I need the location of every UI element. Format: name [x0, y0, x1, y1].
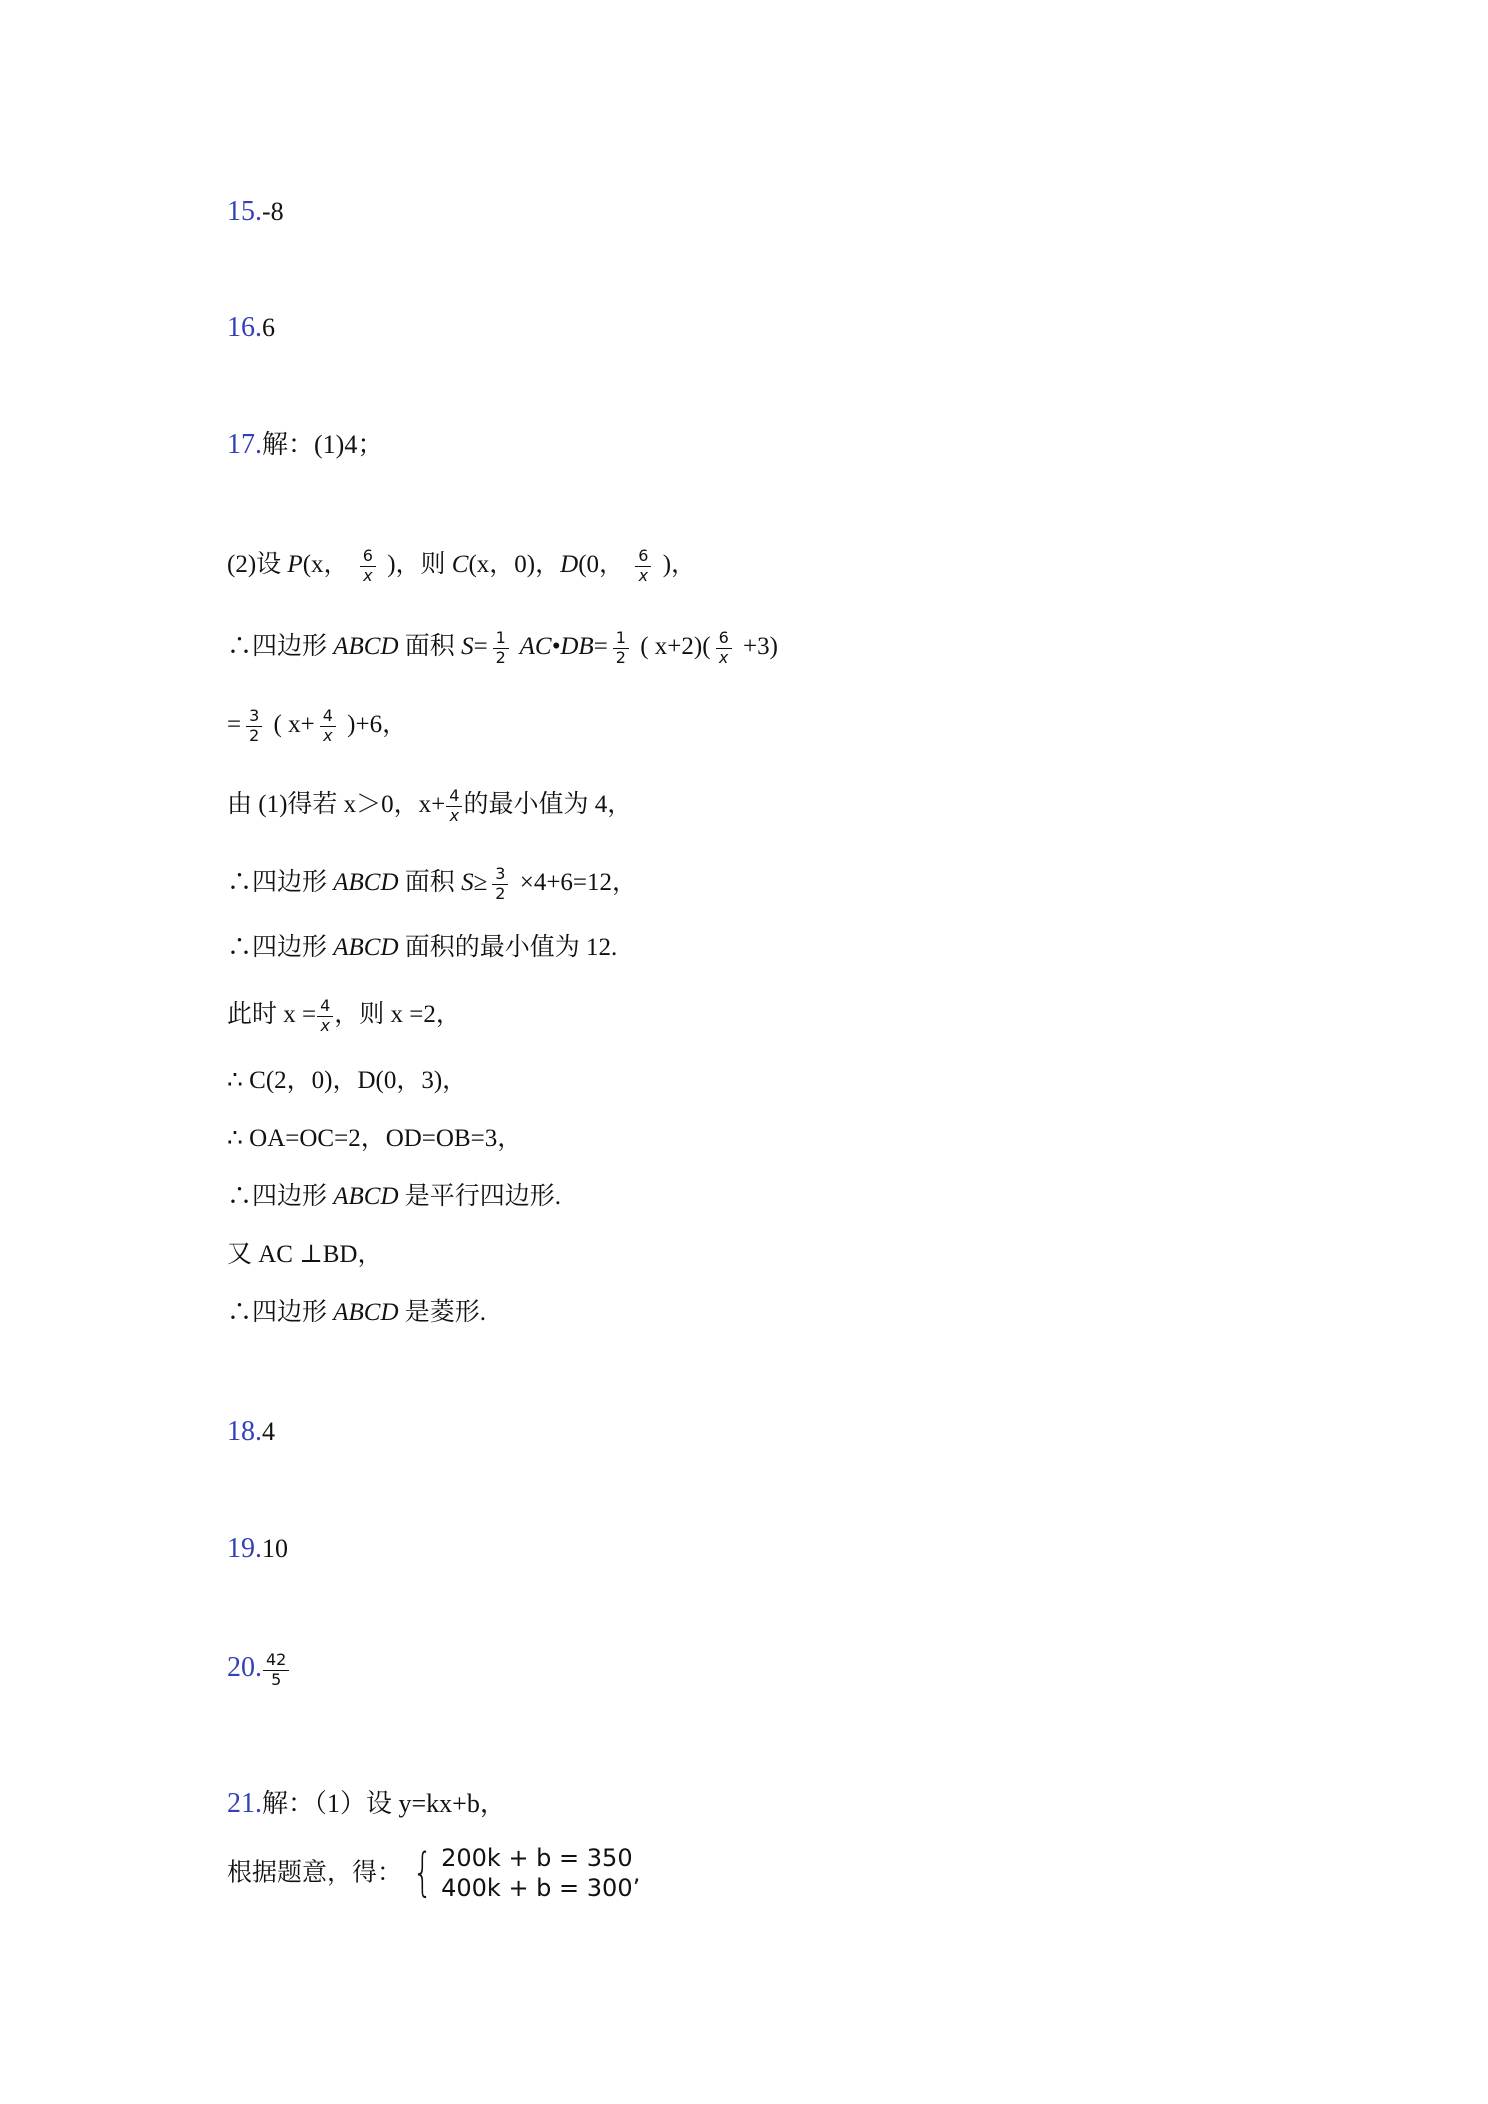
text: ，则 x =2， [334, 1001, 461, 1029]
numerator: 3 [492, 866, 508, 885]
numerator: 1 [613, 630, 629, 649]
solution-line [227, 1843, 640, 1903]
solution-line [227, 788, 632, 825]
equation [441, 1873, 640, 1903]
text: (x，0)， [468, 551, 561, 579]
numerator: 1 [493, 630, 509, 649]
fraction [446, 788, 462, 825]
fraction [716, 630, 732, 667]
numerator: 4 [317, 998, 333, 1017]
denominator: x [320, 1015, 330, 1035]
text: 是菱形. [398, 1299, 487, 1326]
numerator: 6 [716, 630, 732, 649]
fraction [246, 708, 262, 745]
answer-19 [227, 1535, 288, 1563]
solution-line [227, 998, 461, 1035]
text: 面积 [398, 869, 462, 897]
text: ABCD [333, 633, 399, 661]
equation-system [406, 1843, 640, 1903]
denominator: 2 [495, 647, 506, 667]
denominator: 2 [615, 647, 626, 667]
solution-line: ∴ C(2，0)，D(0，3)， [227, 1067, 468, 1094]
brace-icon: { [412, 1843, 433, 1903]
answer-value: 6 [262, 313, 275, 342]
text: AC•DB [513, 633, 594, 661]
solution-line [227, 548, 696, 585]
denominator: x [718, 647, 729, 667]
denominator: 5 [271, 1669, 282, 1689]
answer-18 [227, 1418, 275, 1446]
solution-line [227, 708, 407, 745]
item-number: 18. [227, 1416, 262, 1447]
text: = [227, 711, 242, 739]
denominator: 2 [249, 725, 260, 745]
text: ABCD [333, 934, 399, 961]
text: )， [662, 551, 697, 579]
text: ∴四边形 [227, 633, 334, 661]
item-number: 15. [227, 196, 262, 227]
denominator: x [638, 565, 649, 585]
text: 面积 [398, 633, 462, 661]
numerator: 3 [246, 708, 262, 727]
text: S [461, 869, 474, 897]
answer-value: 10 [262, 1534, 288, 1563]
item-number: 21. [227, 1788, 262, 1819]
solution-line [227, 935, 617, 960]
text: )+6， [340, 711, 408, 739]
text: ( x+2)( [633, 633, 711, 661]
text: ( x+ [267, 711, 315, 739]
text: ABCD [333, 1183, 399, 1210]
solution-line [227, 1300, 486, 1325]
answer-value: 解：(1)4； [262, 430, 384, 459]
text: = [473, 633, 488, 661]
denominator: x [323, 725, 333, 745]
text: ∴四边形 [227, 1183, 334, 1210]
text: 此时 x = [227, 1001, 317, 1029]
fraction [635, 548, 651, 585]
answer-value: -8 [262, 197, 284, 226]
numerator: 4 [446, 788, 462, 807]
text: = [593, 633, 608, 661]
answer-15 [227, 198, 284, 226]
solution-line [227, 1184, 561, 1209]
text: C [451, 551, 469, 579]
fraction [317, 998, 333, 1035]
numerator: 42 [263, 1652, 289, 1671]
text: ’ [632, 1874, 641, 1902]
text: (2)设 [227, 551, 288, 579]
fraction [613, 630, 629, 667]
item-number: 20. [227, 1652, 262, 1684]
numerator: 4 [320, 708, 336, 727]
text: S [461, 633, 474, 661]
text: D [560, 551, 579, 579]
answer-16 [227, 314, 275, 342]
text: ABCD [333, 1299, 399, 1326]
text: ×4+6=12， [513, 869, 638, 897]
solution-line: 又 AC ⊥BD， [227, 1241, 383, 1268]
denominator: x [363, 565, 373, 585]
answer-value: 4 [262, 1417, 275, 1446]
answer-21 [227, 1790, 506, 1818]
denominator: x [449, 805, 460, 825]
text: 400k + b = 300 [441, 1874, 633, 1902]
solution-line: ∴ OA=OC=2，OD=OB=3， [227, 1125, 523, 1152]
numerator: 6 [360, 548, 376, 567]
text: P [287, 551, 303, 579]
text: +3) [736, 633, 778, 661]
solution-line [227, 866, 637, 903]
text: (0， [578, 551, 625, 579]
text: ∴四边形 [227, 934, 334, 961]
text: 的最小值为 4， [463, 791, 633, 819]
item-number: 16. [227, 312, 262, 343]
text: 面积的最小值为 12. [398, 934, 618, 961]
answer-20 [227, 1652, 289, 1689]
text: 根据题意，得： [227, 1859, 403, 1887]
numerator: 6 [635, 548, 651, 567]
text: )，则 [387, 551, 452, 579]
answer-value: 解：（1）设 y=kx+b， [262, 1789, 506, 1818]
text: ∴四边形 [227, 1299, 334, 1326]
text: 由 (1)得若 x＞0，x+ [227, 791, 446, 819]
fraction [493, 630, 509, 667]
answer-17 [227, 431, 383, 459]
text: ≥ [473, 869, 488, 897]
text: ∴四边形 [227, 869, 334, 897]
equation: 200k + b = 350 [441, 1844, 633, 1872]
fraction [263, 1652, 289, 1689]
denominator: 2 [495, 883, 506, 903]
text: 是平行四边形. [398, 1183, 562, 1210]
text: (x， [302, 551, 349, 579]
item-number: 19. [227, 1533, 262, 1564]
text: ABCD [333, 869, 399, 897]
item-number: 17. [227, 429, 262, 460]
fraction [360, 548, 376, 585]
fraction [492, 866, 508, 903]
fraction [320, 708, 336, 745]
solution-line [227, 630, 778, 667]
